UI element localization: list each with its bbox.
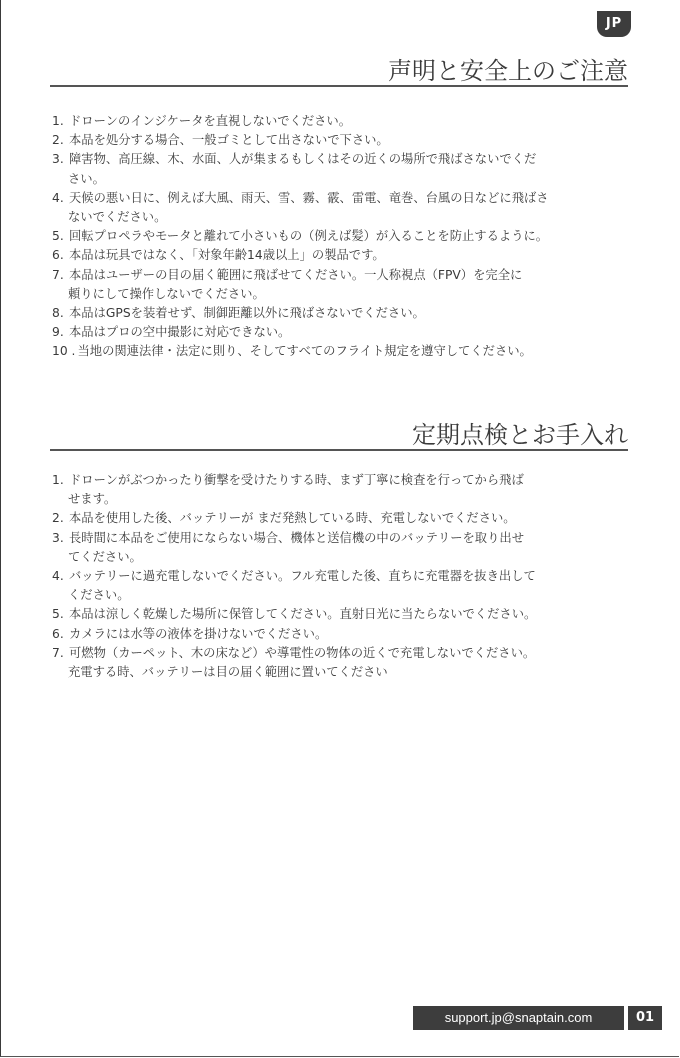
item-text: てください。 <box>68 549 142 564</box>
item-text: 頼りにして操作しないでください。 <box>68 286 265 301</box>
item-number: 4. <box>52 190 64 205</box>
maintenance-list <box>52 471 630 682</box>
list-item <box>52 227 630 246</box>
section-title-safety: 声明と安全上のご注意 <box>388 57 628 85</box>
item-number: 6. <box>52 248 64 263</box>
item-number: 6. <box>52 626 64 641</box>
list-item <box>52 323 630 342</box>
item-text: せます。 <box>68 492 117 507</box>
item-number: 4. <box>52 569 64 584</box>
item-number: 3. <box>52 530 64 545</box>
item-text: 本品は涼しく乾燥した場所に保管してください。直射日光に当たらないでください。 <box>69 607 537 622</box>
item-text: 本品を処分する場合、一般ゴミとして出さないで下さい。 <box>69 133 389 148</box>
list-item <box>52 567 630 605</box>
page-number: 01 <box>628 1006 662 1030</box>
item-number: 2. <box>52 511 64 526</box>
item-number: 7. <box>52 645 64 660</box>
list-item <box>52 131 630 150</box>
list-item <box>52 112 630 131</box>
item-number: 7. <box>52 267 64 282</box>
item-text: ないでください。 <box>68 210 167 225</box>
item-text: 天候の悪い日に、例えば大風、雨天、雪、霧、霰、雷電、竜巻、台風の日などに飛ばさ <box>69 190 549 205</box>
item-number: 1. <box>52 114 64 128</box>
list-item <box>52 625 630 644</box>
list-item <box>52 150 630 188</box>
item-text: 回転プロペラやモータと離れて小さいもの（例えば髪）が入ることを防止するように。 <box>69 229 549 244</box>
list-item <box>52 471 630 509</box>
safety-list <box>52 112 630 362</box>
list-item <box>52 246 630 265</box>
item-text: 本品はプロの空中撮影に対応できない。 <box>69 325 291 340</box>
list-item <box>52 342 630 361</box>
list-item <box>52 189 630 227</box>
section-title-maintenance: 定期点検とお手入れ <box>412 421 628 449</box>
item-text: 長時間に本品をご使用にならない場合、機体と送信機の中のバッテリーを取り出せ <box>69 530 524 545</box>
item-text: 当地の関連法律・法定に則り、そしてすべてのフライト規定を遵守してください。 <box>77 344 532 359</box>
list-item <box>52 644 630 682</box>
item-number: 10 . <box>52 344 76 359</box>
list-item <box>52 529 630 567</box>
item-text: 可燃物（カーペット、木の床など）や導電性の物体の近くで充電しないでください。 <box>69 645 536 660</box>
item-text: バッテリーに過充電しないでください。フル充電した後、直ちに充電器を抜き出して <box>69 569 536 584</box>
item-text: ドローンがぶつかったり衝撃を受けたりする時、まず丁寧に検査を行ってから飛ば <box>69 473 524 487</box>
language-tab: JP <box>597 11 631 37</box>
item-text: ください。 <box>68 588 130 603</box>
item-number: 1. <box>52 473 64 487</box>
item-text: 本品はユーザーの目の届く範囲に飛ばせてください。一人称視点（FPV）を完全に <box>69 267 523 282</box>
item-number: 2. <box>52 133 64 148</box>
item-text: 本品は玩具ではなく、「対象年齢14歳以上」の製品です。 <box>69 248 385 263</box>
title-divider <box>50 85 628 87</box>
list-item <box>52 605 630 624</box>
item-number: 9. <box>52 325 64 340</box>
item-number: 3. <box>52 152 64 167</box>
item-number: 5. <box>52 229 64 244</box>
list-item <box>52 304 630 323</box>
item-text: 本品を使用した後、バッテリーが まだ発熱している時、充電しないでください。 <box>69 511 516 526</box>
item-text: 充電する時、バッテリーは目の届く範囲に置いてください <box>68 665 388 680</box>
item-text: 障害物、高圧線、木、水面、人が集まるもしくはその近くの場所で飛ばさないでくだ <box>69 152 537 167</box>
item-text: ドローンのインジケータを直視しないでください。 <box>69 114 352 128</box>
title-divider <box>50 449 628 451</box>
list-item <box>52 266 630 304</box>
item-number: 8. <box>52 306 64 321</box>
item-text: 本品はGPSを装着せず、制御距離以外に飛ばさないでください。 <box>69 306 425 321</box>
support-email: support.jp@snaptain.com <box>413 1006 624 1030</box>
list-item <box>52 509 630 528</box>
item-text: カメラには水等の液体を掛けないでください。 <box>69 626 328 641</box>
item-text: さい。 <box>68 171 105 186</box>
item-number: 5. <box>52 607 64 622</box>
